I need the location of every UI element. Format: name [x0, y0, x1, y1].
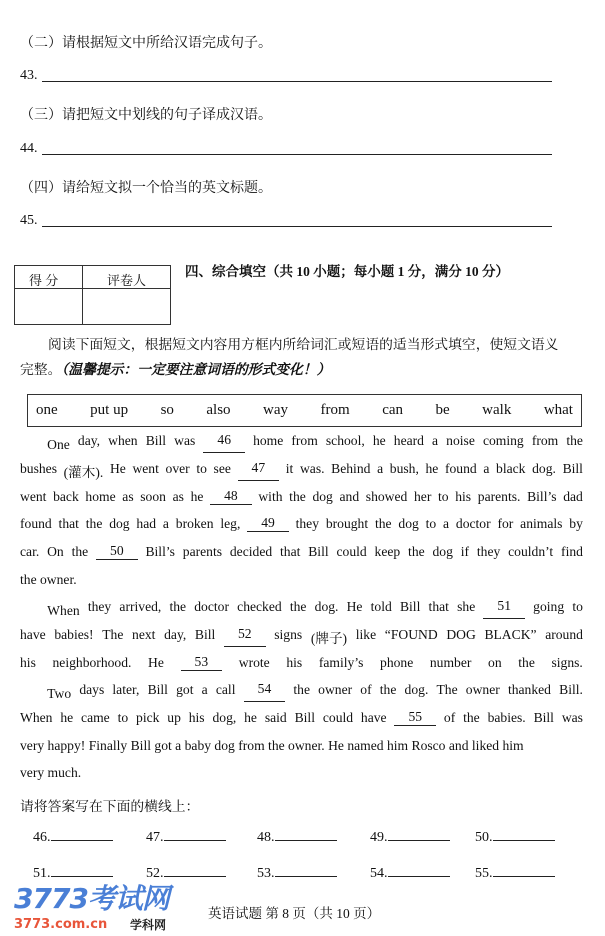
passage-word: babies! — [54, 627, 94, 642]
answer-line-43[interactable] — [20, 68, 552, 84]
passage-word: with — [258, 489, 283, 504]
passage-word: Bill’s — [527, 489, 557, 504]
passage-word: owner — [318, 682, 353, 697]
blank-53[interactable] — [181, 655, 223, 671]
passage-word: he — [372, 433, 386, 448]
passage-word: he — [190, 489, 204, 504]
passage-word: neighborhood. — [52, 655, 132, 670]
passage-word: for — [497, 516, 514, 531]
question-number: 45. — [20, 213, 38, 228]
passage-word: Two — [20, 686, 72, 701]
answer-underline[interactable] — [164, 864, 226, 877]
word-bank-item: one — [36, 402, 58, 418]
answer-number: 49. — [370, 830, 388, 845]
passage-word: up — [167, 710, 181, 725]
blank-number: 52 — [237, 626, 252, 641]
passage-word: Bill’s — [145, 544, 175, 559]
watermark-brand: 学科网 — [130, 918, 167, 932]
passage-word: over — [165, 461, 190, 476]
passage-word: said — [264, 710, 287, 725]
passage-word: dog — [432, 544, 453, 559]
answer-field-49[interactable] — [370, 828, 450, 846]
passage-word: day, — [77, 433, 101, 448]
watermark-logo: 3773考试网 — [14, 882, 169, 915]
passage-word: broken — [175, 516, 214, 531]
passage-word: soon — [140, 489, 166, 504]
passage-word: babies. — [487, 710, 526, 725]
passage-word: could — [322, 710, 354, 725]
passage-word: went — [20, 489, 47, 504]
passage-word: find — [561, 544, 583, 559]
passage-line — [20, 765, 583, 781]
passage-word: if — [460, 544, 470, 559]
passage-word: that — [58, 516, 79, 531]
passage-word: a — [162, 516, 169, 531]
passage-word: bushes — [20, 461, 58, 476]
passage-line — [20, 433, 583, 453]
answer-field-50[interactable] — [475, 828, 555, 846]
passage-word: parents — [182, 544, 223, 559]
blank-number: 54 — [257, 681, 272, 696]
passage-word: signs — [274, 627, 303, 642]
passage-word: The — [102, 627, 124, 642]
passage-word: and — [339, 489, 360, 504]
passage-word: a — [443, 516, 450, 531]
answer-field-53[interactable] — [257, 864, 337, 882]
passage-word: Bill — [399, 599, 421, 614]
passage-word: he — [60, 710, 74, 725]
word-bank — [27, 394, 582, 427]
passage-word: the — [289, 599, 307, 614]
blank-number: 48 — [224, 488, 238, 503]
passage-line — [20, 710, 583, 726]
blank-number: 46 — [217, 432, 231, 447]
passage-word: that — [280, 544, 301, 559]
question-number: 43. — [20, 68, 38, 83]
answer-underline[interactable] — [51, 864, 113, 877]
passage-word: thanked — [507, 682, 551, 697]
passage-word: back — [53, 489, 79, 504]
blank-number: 51 — [497, 598, 511, 613]
passage-word: noise — [446, 433, 475, 448]
word-bank-item: be — [435, 402, 450, 418]
passage-word: they — [295, 516, 320, 531]
passage-word: animals — [520, 516, 563, 531]
passage-word: have — [20, 627, 46, 642]
passage-word: of — [443, 710, 456, 725]
blank-47[interactable] — [238, 461, 280, 481]
passage-word: BLACK” — [484, 627, 537, 642]
score-table-divider — [82, 266, 83, 324]
passage-word: showed — [365, 489, 408, 504]
passage-word: Bill — [533, 710, 554, 725]
passage-text: the owner. — [20, 572, 77, 587]
blank-number: 47 — [251, 460, 266, 475]
passage-word: told — [370, 599, 392, 614]
passage-word: on — [488, 655, 502, 670]
passage-line — [20, 544, 583, 560]
passage-word: the — [566, 433, 583, 448]
blank-number: 53 — [194, 654, 209, 669]
passage-word: doctor — [455, 516, 491, 531]
passage-word: He — [148, 655, 164, 670]
answer-field-48[interactable] — [257, 828, 337, 846]
instructions: 阅读下面短文，根据短文内容用方框内所给词汇或短语的适当形式填空，使短文语义 — [48, 337, 559, 352]
passage-word: owner — [465, 682, 500, 697]
answer-field-47[interactable] — [146, 828, 226, 846]
passage-word: When — [20, 603, 80, 618]
passage-text: very much. — [20, 765, 82, 780]
passage-line — [20, 738, 583, 754]
passage-word: dog, — [212, 710, 237, 725]
passage-word: Bill — [294, 710, 315, 725]
passage-word: leg, — [220, 516, 241, 531]
passage-word: The — [436, 682, 458, 697]
passage-word: went — [132, 461, 159, 476]
passage-word: a — [377, 461, 384, 476]
passage-word: the — [289, 489, 306, 504]
passage-word: he — [425, 461, 439, 476]
passage-word: later, — [112, 682, 140, 697]
passage-word: a — [201, 682, 208, 697]
passage-word: see — [213, 461, 231, 476]
passage-word: to — [425, 516, 437, 531]
answer-number: 47. — [146, 830, 164, 845]
passage-word: a — [432, 433, 439, 448]
passage-word: heard — [393, 433, 424, 448]
passage-word: the — [463, 710, 480, 725]
passage-word: arrived, — [119, 599, 162, 614]
passage-word: Bill — [145, 433, 167, 448]
passage-word: that — [428, 599, 449, 614]
passage-word: phone — [380, 655, 414, 670]
blank-number: 49 — [261, 515, 275, 530]
passage-word: school, — [325, 433, 365, 448]
answer-underline[interactable] — [51, 828, 113, 841]
score-label: 得 分 — [29, 273, 59, 288]
answer-field-55[interactable] — [475, 864, 555, 882]
answer-prompt: 请将答案写在下面的横线上： — [20, 799, 200, 814]
passage-word: to — [117, 710, 129, 725]
part-4-title: 四、综合填空（共 10 小题；每小题 1 分，满分 10 分） — [185, 264, 509, 279]
passage-word: a — [483, 461, 490, 476]
passage-word: to — [196, 461, 207, 476]
passage-word: by — [569, 516, 583, 531]
passage-word: pick — [136, 710, 160, 725]
passage-word: the — [374, 516, 392, 531]
passage-line — [20, 682, 583, 702]
section-4-heading: （四）请给短文拟一个恰当的英文标题。 — [20, 181, 272, 196]
answer-underline[interactable] — [493, 828, 555, 841]
passage-word: DOG — [446, 627, 476, 642]
passage-word: from — [291, 433, 318, 448]
passage-word: when — [108, 433, 138, 448]
passage-word: number — [429, 655, 472, 670]
passage-word: call — [215, 682, 236, 697]
passage-word: it — [285, 461, 294, 476]
answer-rule — [42, 226, 552, 227]
passage-word: was. — [299, 461, 325, 476]
passage-word: car. — [20, 544, 40, 559]
passage-word: (灌木). — [63, 465, 104, 480]
word-bank-item: can — [382, 402, 404, 418]
word-bank-item: what — [543, 402, 573, 418]
blank-52[interactable] — [224, 627, 266, 647]
passage-word: days — [79, 682, 105, 697]
passage-word: was — [561, 710, 583, 725]
passage-word: One — [20, 437, 70, 452]
passage-word: parents. — [477, 489, 521, 504]
grader-label: 评卷人 — [107, 273, 147, 288]
passage-line — [20, 572, 583, 588]
passage-word: black — [496, 461, 526, 476]
answer-number: 51. — [33, 866, 51, 881]
answer-number: 50. — [475, 830, 493, 845]
watermark-url: 3773.com.cn — [14, 917, 108, 932]
passage-line — [20, 516, 583, 532]
passage-word: (牌子) — [310, 631, 348, 646]
passage-word: the — [518, 655, 535, 670]
passage-word: the — [169, 599, 187, 614]
passage-word: his — [188, 710, 205, 725]
passage-text: very happy! Finally Bill got a baby dog from the owner. He named him Rosco and liked him — [20, 738, 524, 753]
passage-word: he — [244, 710, 257, 725]
passage-word: of — [360, 682, 372, 697]
passage-word: as — [172, 489, 184, 504]
passage-word: was — [174, 433, 196, 448]
passage-word: family’s — [318, 655, 364, 670]
passage-word: his — [20, 655, 36, 670]
word-bank-item: from — [320, 402, 350, 418]
answer-number: 48. — [257, 830, 275, 845]
passage-line — [20, 461, 583, 481]
blank-54[interactable] — [244, 682, 286, 702]
passage-word: dog — [398, 516, 419, 531]
passage-word: around — [545, 627, 583, 642]
passage-word: the — [379, 682, 397, 697]
blank-55[interactable] — [394, 710, 436, 726]
passage-word: found — [444, 461, 477, 476]
passage-line — [20, 627, 583, 647]
passage-line — [20, 489, 583, 505]
blank-49[interactable] — [247, 516, 289, 532]
page-footer: 英语试题 第 8 页（共 10 页） — [208, 906, 381, 921]
answer-underline[interactable] — [493, 864, 555, 877]
answer-field-51[interactable] — [33, 864, 113, 882]
answer-underline[interactable] — [388, 864, 450, 877]
word-bank-item: so — [160, 402, 174, 418]
passage-word: wrote — [238, 655, 270, 670]
passage-word: to — [572, 599, 583, 614]
passage-word: day, — [164, 627, 187, 642]
passage-word: next — [132, 627, 156, 642]
passage-word: like — [355, 627, 377, 642]
blank-50[interactable] — [96, 544, 138, 560]
blank-51[interactable] — [483, 599, 525, 619]
passage-word: got — [176, 682, 194, 697]
passage-word: the — [85, 516, 103, 531]
passage-word: Bill — [147, 682, 168, 697]
passage-word: going — [533, 599, 565, 614]
answer-number: 46. — [33, 830, 51, 845]
passage-word: Behind — [331, 461, 371, 476]
passage-word: He — [346, 599, 363, 614]
answer-rule — [42, 81, 552, 82]
passage-word: have — [360, 710, 387, 725]
passage-word: Bill. — [559, 682, 583, 697]
passage-word: He — [109, 461, 126, 476]
answer-number: 52. — [146, 866, 164, 881]
passage-word: to — [438, 489, 449, 504]
word-bank-item: also — [206, 402, 231, 418]
word-bank-item: walk — [482, 402, 512, 418]
instructions-end: 完整。 — [20, 362, 62, 377]
passage-word: had — [136, 516, 157, 531]
answer-number: 55. — [475, 866, 493, 881]
answer-underline[interactable] — [164, 828, 226, 841]
passage-word: the — [408, 544, 425, 559]
passage-word: On — [47, 544, 64, 559]
section-2-heading: （二）请根据短文中所给汉语完成句子。 — [20, 36, 272, 51]
word-bank-item: put up — [90, 402, 129, 418]
passage-word: brought — [325, 516, 369, 531]
blank-46[interactable] — [203, 433, 245, 453]
passage-word: her — [413, 489, 432, 504]
passage-word: keep — [374, 544, 401, 559]
passage-word: home — [253, 433, 284, 448]
answer-underline[interactable] — [275, 828, 337, 841]
passage-word: could — [336, 544, 367, 559]
blank-number: 55 — [408, 709, 423, 724]
passage-word: decided — [229, 544, 273, 559]
passage-word: his — [455, 489, 472, 504]
passage-word: Bill — [194, 627, 216, 642]
passage-word: coming — [482, 433, 524, 448]
passage-word: doctor — [194, 599, 229, 614]
passage-word: couldn’t — [508, 544, 554, 559]
tip: （温馨提示：一定要注意词语的形式变化！） — [61, 362, 331, 377]
answer-line-45[interactable] — [20, 213, 552, 229]
passage-word: dog. — [404, 682, 429, 697]
passage-word: dad — [563, 489, 583, 504]
passage-word: Bill — [562, 461, 583, 476]
passage-word: dog. — [314, 599, 339, 614]
answer-field-52[interactable] — [146, 864, 226, 882]
passage-word: signs. — [551, 655, 583, 670]
passage-word: they — [476, 544, 501, 559]
answer-field-54[interactable] — [370, 864, 450, 882]
section-3-heading: （三）请把短文中划线的句子译成汉语。 — [20, 108, 272, 123]
passage-word: found — [20, 516, 52, 531]
blank-number: 50 — [110, 543, 124, 558]
passage-line — [20, 655, 583, 671]
answer-underline[interactable] — [388, 828, 450, 841]
passage-word: from — [531, 433, 559, 448]
answer-number: 54. — [370, 866, 388, 881]
answer-field-46[interactable] — [33, 828, 113, 846]
passage-word: When — [20, 710, 53, 725]
score-table — [14, 265, 171, 325]
blank-48[interactable] — [210, 489, 252, 505]
passage-word: checked — [237, 599, 282, 614]
answer-underline[interactable] — [275, 864, 337, 877]
passage-word: the — [71, 544, 89, 559]
passage-word: she — [457, 599, 476, 614]
passage-line — [20, 599, 583, 619]
passage-word: the — [293, 682, 310, 697]
passage-word: came — [81, 710, 110, 725]
passage-word: bush, — [389, 461, 419, 476]
passage-word: home — [85, 489, 116, 504]
question-number: 44. — [20, 141, 38, 156]
passage-word: Bill — [308, 544, 329, 559]
passage-word: dog — [312, 489, 333, 504]
instructions-line2 — [20, 358, 330, 378]
passage-word: “FOUND — [384, 627, 438, 642]
passage-word: dog — [109, 516, 130, 531]
answer-line-44[interactable] — [20, 141, 552, 157]
passage-word: dog. — [532, 461, 556, 476]
word-bank-item: way — [263, 402, 289, 418]
answer-number: 53. — [257, 866, 275, 881]
answer-rule — [42, 154, 552, 155]
passage-word: his — [286, 655, 303, 670]
passage-word: they — [87, 599, 112, 614]
passage-word: as — [122, 489, 134, 504]
